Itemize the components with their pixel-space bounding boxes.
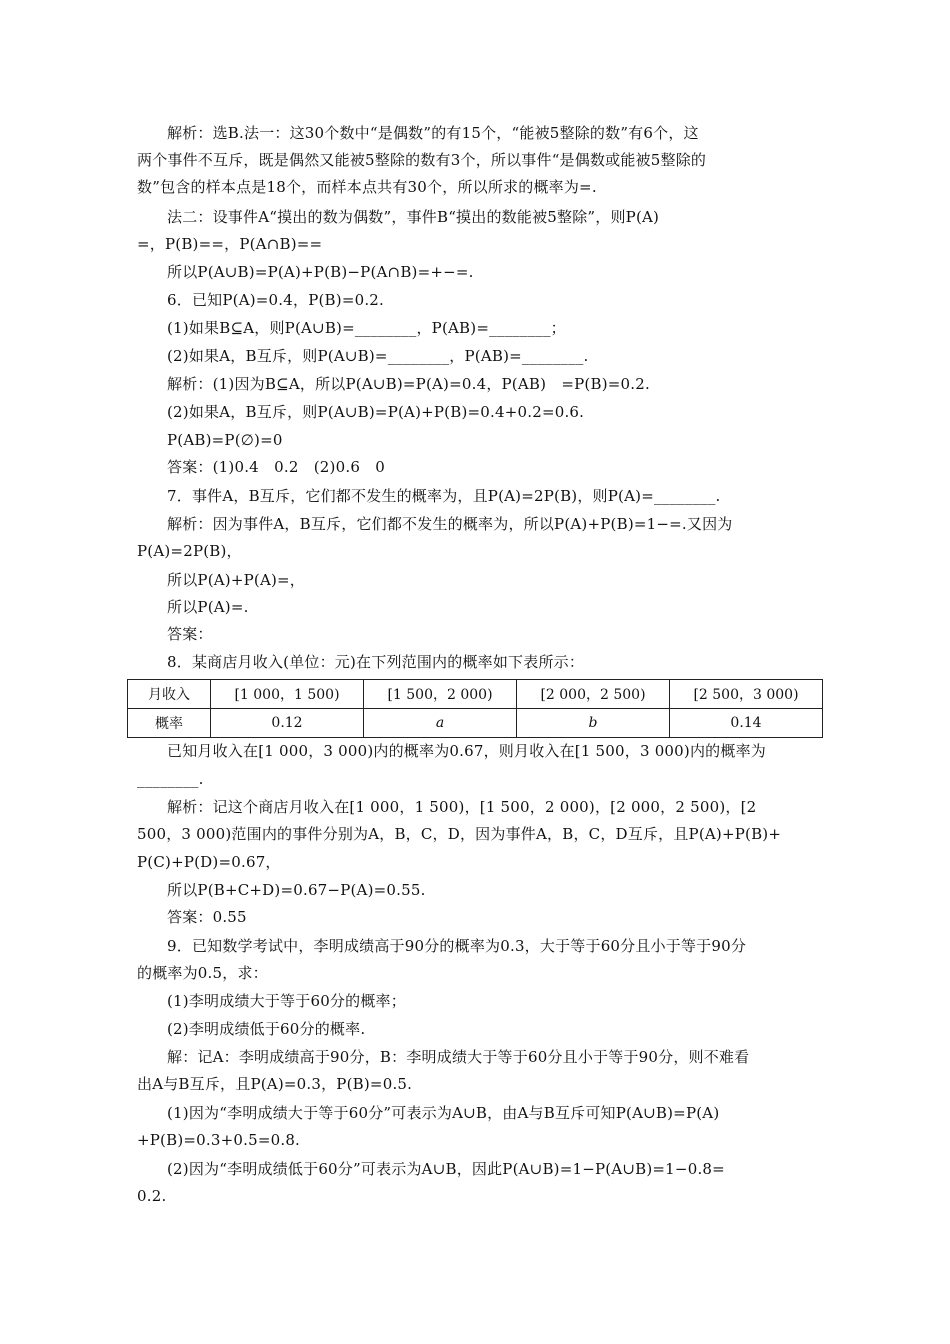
text-line: P(C)+P(D)=0.67， — [137, 853, 281, 871]
table-row — [128, 709, 823, 738]
text-line: =，P(B)==，P(A∩B)== — [137, 235, 323, 253]
text-line: (2)因为“李明成绩低于60分”可表示为A∪B，因此P(A∪B)=1−P(A∪B)=1−0.8= — [167, 1160, 725, 1178]
question-6: 6．已知P(A)=0.4，P(B)=0.2. — [167, 291, 385, 309]
table-cell: b — [517, 709, 670, 738]
text-line: 解析：因为事件A，B互斥，它们都不发生的概率为，所以P(A)+P(B)=1−=.又因为 — [167, 515, 733, 533]
text-line: 数”包含的样本点是18个，而样本点共有30个，所以所求的概率为=. — [137, 178, 597, 196]
text-line: 所以P(A)+P(A)=， — [167, 571, 305, 589]
text-line: 500，3 000)范围内的事件分别为A，B，C，D，因为事件A，B，C，D互斥，且P(A)+P(B)+ — [137, 825, 782, 843]
question-7: 7．事件A，B互斥，它们都不发生的概率为，且P(A)=2P(B)，则P(A)=________. — [167, 487, 721, 505]
text-line: 所以P(A)=. — [167, 598, 249, 616]
table-cell: 0.12 — [211, 709, 364, 738]
question-9: 9．已知数学考试中，李明成绩高于90分的概率为0.3，大于等于60分且小于等于90分 — [167, 937, 747, 955]
table-cell: a — [364, 709, 517, 738]
text-line: 法二：设事件A“摸出的数为偶数”，事件B“摸出的数能被5整除”，则P(A) — [167, 208, 660, 226]
text-line: 解析：(1)因为B⊆A，所以P(A∪B)=P(A)=0.4，P(AB) =P(B)=0.2. — [167, 375, 650, 393]
text-line: (2)如果A，B互斥，则P(A∪B)=P(A)+P(B)=0.4+0.2=0.6. — [167, 403, 585, 421]
text-line: 解析：选B.法一：这30个数中“是偶数”的有15个，“能被5整除的数”有6个，这 — [167, 124, 699, 142]
answer-line: 答案：0.55 — [167, 908, 247, 926]
table-cell: [1 000，1 500) — [211, 680, 364, 709]
text-line: 所以P(A∪B)=P(A)+P(B)−P(A∩B)=+−=. — [167, 263, 474, 281]
answer-line: 答案： — [167, 625, 213, 643]
table-row — [128, 680, 823, 709]
text-line: (2)李明成绩低于60分的概率. — [167, 1020, 366, 1038]
table-cell: 概率 — [128, 709, 211, 738]
text-line: (1)如果B⊆A，则P(A∪B)=________，P(AB)=________； — [167, 319, 566, 337]
text-line: 两个事件不互斥，既是偶然又能被5整除的数有3个，所以事件“是偶数或能被5整除的 — [137, 151, 707, 169]
text-line: 已知月收入在[1 000，3 000)内的概率为0.67，则月收入在[1 500，3 000)内的概率为 — [167, 742, 766, 760]
text-line: (1)因为“李明成绩大于等于60分”可表示为A∪B，由A与B互斥可知P(A∪B)=P(A) — [167, 1104, 720, 1122]
text-line: +P(B)=0.3+0.5=0.8. — [137, 1131, 301, 1149]
text-line: P(AB)=P(∅)=0 — [167, 431, 283, 449]
table-cell: 0.14 — [670, 709, 823, 738]
text-line: (1)李明成绩大于等于60分的概率； — [167, 992, 406, 1010]
text-line: 所以P(B+C+D)=0.67−P(A)=0.55. — [167, 881, 426, 899]
table-cell: [2 000，2 500) — [517, 680, 670, 709]
text-line: 解：记A：李明成绩高于90分，B：李明成绩大于等于60分且小于等于90分，则不难看 — [167, 1048, 750, 1066]
question-8: 8．某商店月收入(单位：元)在下列范围内的概率如下表所示： — [167, 653, 585, 671]
answer-line: 答案：(1)0.4 0.2 (2)0.6 0 — [167, 458, 386, 476]
income-probability-table — [127, 679, 823, 738]
table-cell: 月收入 — [128, 680, 211, 709]
text-line: 0.2. — [137, 1187, 167, 1205]
text-line: 解析：记这个商店月收入在[1 000，1 500)，[1 500，2 000)，[2 000，2 500)，[2 — [167, 798, 757, 816]
text-line: 出A与B互斥，且P(A)=0.3，P(B)=0.5. — [137, 1075, 413, 1093]
table-cell: [2 500，3 000) — [670, 680, 823, 709]
text-line: P(A)=2P(B)， — [137, 542, 242, 560]
text-line: (2)如果A，B互斥，则P(A∪B)=________，P(AB)=________. — [167, 347, 589, 365]
text-line: ________. — [137, 770, 204, 788]
text-line: 的概率为0.5，求： — [137, 964, 268, 982]
table-cell: [1 500，2 000) — [364, 680, 517, 709]
